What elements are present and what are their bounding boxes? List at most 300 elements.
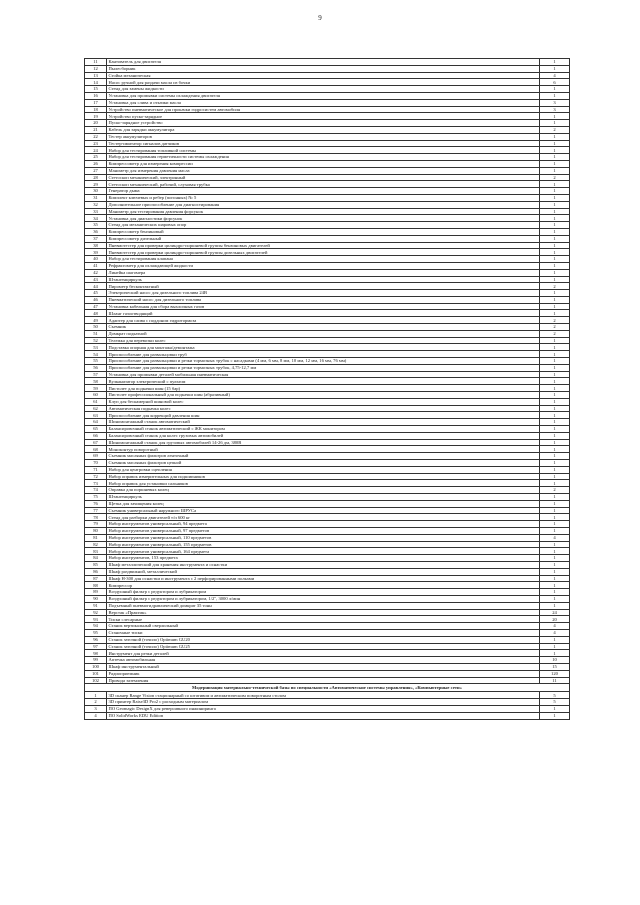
row-quantity: 1 — [540, 548, 570, 555]
row-name: Компрессор — [107, 582, 540, 589]
row-name: Стенд для механических шаровых опор — [107, 222, 540, 229]
row-number: 22 — [85, 133, 107, 140]
row-number: 60 — [85, 392, 107, 399]
row-number: 101 — [85, 670, 107, 677]
row-quantity: 1 — [540, 555, 570, 562]
row-number: 87 — [85, 575, 107, 582]
table-row — [85, 629, 570, 636]
row-number: 52 — [85, 337, 107, 344]
row-number: 55 — [85, 358, 107, 365]
row-name: Установка для слива и откачки масла — [107, 99, 540, 106]
table-row — [85, 466, 570, 473]
row-quantity: 11 — [540, 677, 570, 684]
row-number: 65 — [85, 426, 107, 433]
row-name: ПО Geomagic DesignX для реверсивного инжиниринга — [107, 705, 540, 712]
table-row — [85, 147, 570, 154]
table-row — [85, 140, 570, 147]
row-name: Кабель для зарядки аккумулятора — [107, 126, 540, 133]
row-quantity: 2 — [540, 317, 570, 324]
row-quantity: 1 — [540, 167, 570, 174]
row-number: 42 — [85, 269, 107, 276]
table-row — [85, 432, 570, 439]
row-quantity: 1 — [540, 296, 570, 303]
row-name: Штангенциркуль — [107, 276, 540, 283]
table-row — [85, 160, 570, 167]
row-quantity: 1 — [540, 405, 570, 412]
row-number: 102 — [85, 677, 107, 684]
row-number: 11 — [85, 59, 107, 66]
row-quantity: 1 — [540, 290, 570, 297]
row-number: 4 — [85, 712, 107, 719]
row-number: 43 — [85, 276, 107, 283]
table-row — [85, 473, 570, 480]
row-quantity: 1 — [540, 371, 570, 378]
table-row — [85, 330, 570, 337]
row-name: Компрессометр дизельный — [107, 235, 540, 242]
row-number: 89 — [85, 589, 107, 596]
table-row — [85, 358, 570, 365]
table-row — [85, 72, 570, 79]
row-number: 92 — [85, 609, 107, 616]
table-row — [85, 269, 570, 276]
row-name: Шиномонтажный станок автоматический — [107, 419, 540, 426]
row-number: 19 — [85, 113, 107, 120]
row-quantity: 5 — [540, 692, 570, 699]
row-quantity: 2 — [540, 126, 570, 133]
table-row — [85, 453, 570, 460]
table-row — [85, 92, 570, 99]
row-name: Шкаф раздвижной, металлический — [107, 568, 540, 575]
row-quantity: 1 — [540, 507, 570, 514]
row-quantity: 1 — [540, 303, 570, 310]
row-quantity: 1 — [540, 527, 570, 534]
row-quantity: 1 — [540, 188, 570, 195]
table-row — [85, 677, 570, 684]
table-row — [85, 310, 570, 317]
row-name: Клуп для бескамерной шиновой колес — [107, 398, 540, 405]
table-row — [85, 589, 570, 596]
row-name: Съемник масляных фильтров ленточный — [107, 453, 540, 460]
row-number: 20 — [85, 120, 107, 127]
row-number: 31 — [85, 194, 107, 201]
table-row — [85, 616, 570, 623]
row-number: 41 — [85, 262, 107, 269]
table-row — [85, 317, 570, 324]
row-quantity: 1 — [540, 133, 570, 140]
row-name: Вулканизатор электрический с пультом — [107, 378, 540, 385]
row-number: 26 — [85, 160, 107, 167]
row-quantity: 1 — [540, 249, 570, 256]
row-name: Щетка для зачищения колец — [107, 500, 540, 507]
row-name: Стенд для разборки двигателей т/п 600 кг — [107, 514, 540, 521]
row-name: Дополнительное приспособление для диагностирования — [107, 201, 540, 208]
table-row — [85, 133, 570, 140]
row-quantity: 1 — [540, 215, 570, 222]
row-number: 30 — [85, 188, 107, 195]
row-number: 61 — [85, 398, 107, 405]
row-name: Манометр для тестирования давления форсунок — [107, 208, 540, 215]
row-name: Приспособление для развальцовки труб — [107, 351, 540, 358]
table-row — [85, 609, 570, 616]
row-quantity: 10 — [540, 657, 570, 664]
row-number: 78 — [85, 514, 107, 521]
row-number: 84 — [85, 555, 107, 562]
row-name: Пневмотестер для проверки цилиндро-поршневой группы бензиновых двигателей — [107, 242, 540, 249]
row-number: 36 — [85, 228, 107, 235]
row-name: Рефрактометр для охлаждающей жидкости — [107, 262, 540, 269]
row-name: Насос ручной для раздачи масла из бочки — [107, 79, 540, 86]
row-quantity: 1 — [540, 568, 570, 575]
table-row — [85, 228, 570, 235]
row-name: Подъемный пневмогидравлический домкрат 35 тонн — [107, 602, 540, 609]
table-row — [85, 106, 570, 113]
row-name: Набор оправок измерительных для подшипников — [107, 473, 540, 480]
row-quantity: 1 — [540, 235, 570, 242]
row-quantity: 1 — [540, 514, 570, 521]
row-quantity: 1 — [540, 113, 570, 120]
row-quantity: 1 — [540, 154, 570, 161]
row-number: 97 — [85, 643, 107, 650]
table-row — [85, 699, 570, 706]
row-quantity: 1 — [540, 460, 570, 467]
row-name: Адаптер для слива с поддоном гидротормоза — [107, 317, 540, 324]
row-number: 79 — [85, 521, 107, 528]
row-name: Набор инструментов, 153 предмета — [107, 555, 540, 562]
row-name: Шиномонтажный станок для грузовых автомобилей 14-26 дм, 380В — [107, 439, 540, 446]
row-name: Воздушный фильтр с редуктором и лубрикатором, 1/2", 3000 л/мин — [107, 595, 540, 602]
row-name: Домкрат подкатной — [107, 330, 540, 337]
row-number: 54 — [85, 351, 107, 358]
row-number: 23 — [85, 140, 107, 147]
table-row — [85, 507, 570, 514]
row-quantity: 1 — [540, 364, 570, 371]
table-row — [85, 398, 570, 405]
row-number: 50 — [85, 324, 107, 331]
row-number: 95 — [85, 629, 107, 636]
row-number: 91 — [85, 602, 107, 609]
table-row — [85, 256, 570, 263]
table-row — [85, 595, 570, 602]
row-quantity: 1 — [540, 589, 570, 596]
row-number: 77 — [85, 507, 107, 514]
row-number: 12 — [85, 65, 107, 72]
table-row — [85, 405, 570, 412]
row-number: 48 — [85, 310, 107, 317]
row-number: 98 — [85, 650, 107, 657]
row-name: 3D сканер Range Vision стационарный со штативом и автоматическим поворотным столом — [107, 692, 540, 699]
row-number: 81 — [85, 534, 107, 541]
table-row — [85, 636, 570, 643]
row-quantity: 1 — [540, 466, 570, 473]
row-quantity: 1 — [540, 256, 570, 263]
row-name: Генератор дыма — [107, 188, 540, 195]
row-name: Пневмотестер для проверки цилиндро-поршневой группы дизельных двигателей — [107, 249, 540, 256]
table-row — [85, 541, 570, 548]
table-row — [85, 276, 570, 283]
row-quantity: 4 — [540, 623, 570, 630]
row-number: 74 — [85, 487, 107, 494]
row-name: Съемник — [107, 324, 540, 331]
row-quantity: 1 — [540, 432, 570, 439]
table-row — [85, 99, 570, 106]
row-number: 25 — [85, 154, 107, 161]
row-number: 32 — [85, 201, 107, 208]
row-quantity: 2 — [540, 174, 570, 181]
table-row — [85, 351, 570, 358]
row-name: Комплект ключевых и ребер (погонных) № 5 — [107, 194, 540, 201]
row-name: Набор инструментов универсальный, 97 предметов — [107, 527, 540, 534]
row-quantity: 1 — [540, 344, 570, 351]
row-quantity: 1 — [540, 426, 570, 433]
row-name: Набор для тестирования топливной системы — [107, 147, 540, 154]
row-number: 82 — [85, 541, 107, 548]
row-quantity: 1 — [540, 385, 570, 392]
row-quantity: 1 — [540, 480, 570, 487]
row-quantity: 1 — [540, 222, 570, 229]
row-quantity: 1 — [540, 201, 570, 208]
row-name: Стойка механическая — [107, 72, 540, 79]
table-row — [85, 568, 570, 575]
row-quantity: 1 — [540, 582, 570, 589]
row-quantity: 1 — [540, 262, 570, 269]
row-number: 67 — [85, 439, 107, 446]
row-name: Пуско-зарядное устройство — [107, 120, 540, 127]
row-number: 49 — [85, 317, 107, 324]
row-number: 90 — [85, 595, 107, 602]
row-number: 47 — [85, 303, 107, 310]
row-number: 93 — [85, 616, 107, 623]
row-number: 58 — [85, 378, 107, 385]
row-name: Установка для промывки деталей мобильная пневматическая — [107, 371, 540, 378]
table-row — [85, 86, 570, 93]
row-name: Тестер аккумуляторов — [107, 133, 540, 140]
row-name: Пирометр бесконтактный — [107, 283, 540, 290]
row-name: Шкаф металлический для хранения инструмента и оснастки — [107, 561, 540, 568]
table-row — [85, 412, 570, 419]
row-name: Балансировочный станок для колес грузовых автомобилей — [107, 432, 540, 439]
row-quantity: 2 — [540, 283, 570, 290]
row-number: 21 — [85, 126, 107, 133]
table-row — [85, 290, 570, 297]
row-quantity: 120 — [540, 670, 570, 677]
row-number: 62 — [85, 405, 107, 412]
row-number: 72 — [85, 473, 107, 480]
row-quantity: 1 — [540, 358, 570, 365]
table-row — [85, 460, 570, 467]
row-name: 3D принтер Raise3D Pro2 с расходным материалом — [107, 699, 540, 706]
row-number: 99 — [85, 657, 107, 664]
row-number: 38 — [85, 242, 107, 249]
row-quantity: 2 — [540, 324, 570, 331]
row-quantity: 1 — [540, 494, 570, 501]
table-row — [85, 174, 570, 181]
row-number: 86 — [85, 568, 107, 575]
table-row — [85, 514, 570, 521]
row-number: 3 — [85, 705, 107, 712]
row-quantity: 1 — [540, 65, 570, 72]
row-number: 71 — [85, 466, 107, 473]
row-quantity: 1 — [540, 392, 570, 399]
table-row — [85, 242, 570, 249]
row-number: 24 — [85, 147, 107, 154]
table-row — [85, 602, 570, 609]
row-number: 80 — [85, 527, 107, 534]
row-quantity: 1 — [540, 712, 570, 719]
row-quantity: 4 — [540, 629, 570, 636]
row-number: 94 — [85, 623, 107, 630]
row-quantity: 4 — [540, 72, 570, 79]
row-name: Инструмент для резки деталей — [107, 650, 540, 657]
row-number: 70 — [85, 460, 107, 467]
table-row — [85, 670, 570, 677]
row-name: Приспособление для развальцовки и резки тормозных трубок, 4,75-12,7 мм — [107, 364, 540, 371]
row-name: Аптечка автомобильная — [107, 657, 540, 664]
row-name: Радиоприемник — [107, 670, 540, 677]
table-row — [85, 222, 570, 229]
row-quantity: 1 — [540, 575, 570, 582]
row-quantity: 1 — [540, 147, 570, 154]
row-quantity: 1 — [540, 228, 570, 235]
table-row — [85, 392, 570, 399]
row-name: Пистолет профессиональный для подкачки шин (абразивный) — [107, 392, 540, 399]
row-quantity: 1 — [540, 705, 570, 712]
row-quantity: 1 — [540, 181, 570, 188]
row-number: 45 — [85, 290, 107, 297]
table-row — [85, 643, 570, 650]
row-number: 34 — [85, 215, 107, 222]
row-number: 85 — [85, 561, 107, 568]
row-number: 100 — [85, 663, 107, 670]
row-quantity: 1 — [540, 439, 570, 446]
row-name: Линейка шагомера — [107, 269, 540, 276]
table-row — [85, 120, 570, 127]
row-number: 39 — [85, 249, 107, 256]
row-name: Шкаф Н-300 для оснастки и инструмента с 2 перфорированными полками — [107, 575, 540, 582]
table-row — [85, 113, 570, 120]
table-row — [85, 663, 570, 670]
row-number: 53 — [85, 344, 107, 351]
row-name: Шкаф инструментальный — [107, 663, 540, 670]
row-number: 59 — [85, 385, 107, 392]
row-number: 73 — [85, 480, 107, 487]
row-number: 14 — [85, 79, 107, 86]
row-name: Балансировочный станок автоматический с ЖК монитором — [107, 426, 540, 433]
row-quantity: 1 — [540, 351, 570, 358]
row-quantity: 1 — [540, 160, 570, 167]
table-row — [85, 283, 570, 290]
table-row — [85, 548, 570, 555]
row-quantity: 3 — [540, 99, 570, 106]
row-number: 51 — [85, 330, 107, 337]
table-row — [85, 692, 570, 699]
row-number: 16 — [85, 92, 107, 99]
row-number: 68 — [85, 446, 107, 453]
table-row — [85, 385, 570, 392]
row-name: Электрический насос для дизельного топлива 24В — [107, 290, 540, 297]
row-quantity: 1 — [540, 398, 570, 405]
row-number: 17 — [85, 99, 107, 106]
row-name: Провода заземления — [107, 677, 540, 684]
row-number: 56 — [85, 364, 107, 371]
row-name: Верстак «Практик» — [107, 609, 540, 616]
row-quantity: 15 — [540, 663, 570, 670]
row-name: Шланг газоотводящий — [107, 310, 540, 317]
table-row — [85, 623, 570, 630]
row-name: Стенд для замены жидкости — [107, 86, 540, 93]
row-quantity: 1 — [540, 650, 570, 657]
row-number: 57 — [85, 371, 107, 378]
table-row — [85, 446, 570, 453]
row-name: Набор инструментов универсальный, 110 предметов — [107, 534, 540, 541]
table-row — [85, 201, 570, 208]
table-row — [85, 487, 570, 494]
row-name: Компрессометр бензиновый — [107, 228, 540, 235]
table-row — [85, 521, 570, 528]
table-row — [85, 439, 570, 446]
equipment-table-body — [85, 59, 570, 720]
row-number: 96 — [85, 636, 107, 643]
table-row — [85, 208, 570, 215]
row-name: Набор для тестирования герметичности системы охлаждения — [107, 154, 540, 161]
row-name: Съемник масляных фильтров цепной — [107, 460, 540, 467]
table-row — [85, 344, 570, 351]
row-name: Подставка опорная для монтажа/демонтажа — [107, 344, 540, 351]
table-row — [85, 527, 570, 534]
row-name: Кантователь для двигателя — [107, 59, 540, 66]
row-quantity: 1 — [540, 541, 570, 548]
table-row — [85, 364, 570, 371]
table-row — [85, 65, 570, 72]
table-row — [85, 426, 570, 433]
row-number: 33 — [85, 208, 107, 215]
row-quantity: 1 — [540, 92, 570, 99]
row-name: Набор инструментов универсальный, 164 предмета — [107, 548, 540, 555]
page-number: 9 — [318, 14, 322, 22]
row-quantity: 1 — [540, 412, 570, 419]
row-number: 66 — [85, 432, 107, 439]
table-row — [85, 303, 570, 310]
row-name: Набор инструментов универсальный, 94 предмета — [107, 521, 540, 528]
row-name: Съемник универсальный наружного ШРУСа — [107, 507, 540, 514]
table-row — [85, 371, 570, 378]
table-row — [85, 378, 570, 385]
row-quantity: 2 — [540, 487, 570, 494]
row-name: Тестер-имитатор сигналов датчиков — [107, 140, 540, 147]
row-quantity: 1 — [540, 561, 570, 568]
row-name: Пылесборник — [107, 65, 540, 72]
row-number: 13 — [85, 72, 107, 79]
row-name: Набор для тестирования клапана — [107, 256, 540, 263]
row-name: Набор для центровки сцепления — [107, 466, 540, 473]
row-number: 83 — [85, 548, 107, 555]
row-name: Моноконтур поворотный — [107, 446, 540, 453]
row-quantity: 1 — [540, 269, 570, 276]
row-number: 1 — [85, 692, 107, 699]
table-row — [85, 534, 570, 541]
row-quantity: 1 — [540, 276, 570, 283]
row-name: Пневматический насос для дизельного топлива — [107, 296, 540, 303]
row-name: Тележка для перевозки колес — [107, 337, 540, 344]
row-quantity: 1 — [540, 643, 570, 650]
table-row — [85, 249, 570, 256]
table-row — [85, 188, 570, 195]
row-name: Пистолет для подкачки шин (15 бар) — [107, 385, 540, 392]
row-quantity: 1 — [540, 500, 570, 507]
row-name: Оправка для поршневых колец — [107, 487, 540, 494]
row-name: Станок заточной (точило) Optimum GU20 — [107, 636, 540, 643]
row-name: Штангенциркуль — [107, 494, 540, 501]
table-row — [85, 561, 570, 568]
